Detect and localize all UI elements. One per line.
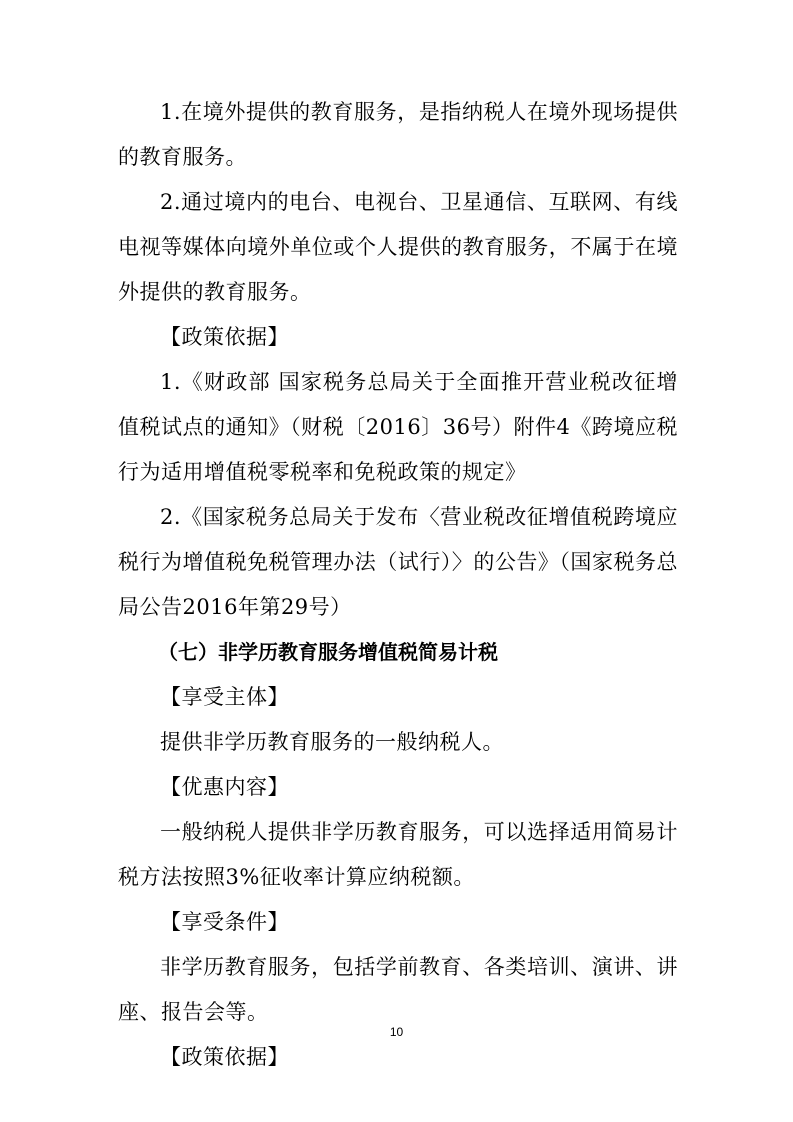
- section-label: 【享受条件】: [160, 910, 289, 934]
- paragraph: 非学历教育服务，包括学前教育、各类培训、演讲、讲座、报告会等。: [118, 955, 678, 1024]
- paragraph: 2.《国家税务总局关于发布〈营业税改征增值税跨境应税行为增值税免税管理办法（试行）〉的公告》（国家税务总局公告2016年第29号）: [118, 505, 678, 619]
- section-label: 【优惠内容】: [160, 775, 289, 799]
- paragraph: 1.在境外提供的教育服务，是指纳税人在境外现场提供的教育服务。: [118, 100, 678, 169]
- paragraph: 一般纳税人提供非学历教育服务，可以选择适用简易计税方法按照3%征收率计算应纳税额。: [118, 820, 678, 889]
- section-label: 【政策依据】: [160, 1045, 289, 1069]
- paragraph: 提供非学历教育服务的一般纳税人。: [160, 730, 504, 754]
- page-number: 10: [389, 1025, 404, 1039]
- section-label: 【政策依据】: [160, 325, 289, 349]
- document-body: [118, 90, 678, 1080]
- section-label: 【享受主体】: [160, 685, 289, 709]
- paragraph: 1.《财政部 国家税务总局关于全面推开营业税改征增值税试点的通知》（财税〔2016〕36号）附件4《跨境应税行为适用增值税零税率和免税政策的规定》: [118, 370, 678, 484]
- section-heading: （七）非学历教育服务增值税简易计税: [158, 640, 498, 664]
- paragraph: 2.通过境内的电台、电视台、卫星通信、互联网、有线电视等媒体向境外单位或个人提供的教育服务，不属于在境外提供的教育服务。: [118, 190, 678, 304]
